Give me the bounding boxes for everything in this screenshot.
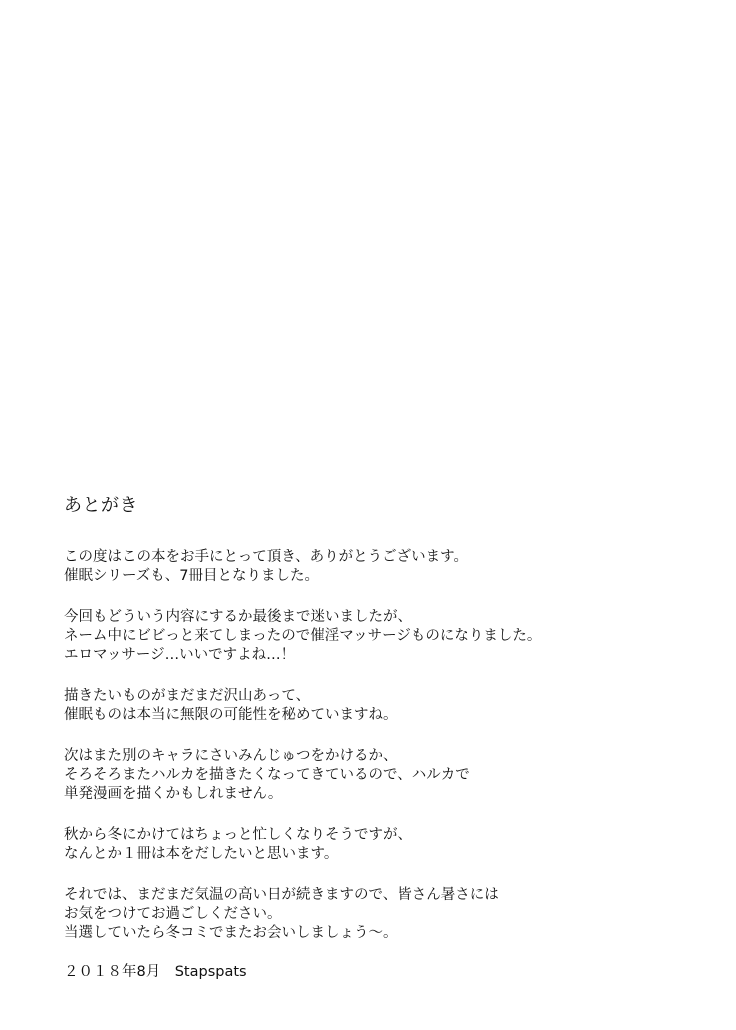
text-line: この度はこの本をお手にとって頂き、ありがとうございます。 <box>64 549 468 565</box>
paragraph-next <box>64 747 704 804</box>
text-line: 当選していたら冬コミでまたお会いしましょう～。 <box>64 925 398 941</box>
text-line: エロマッサージ…いいですよね…！ <box>64 647 296 663</box>
text-line: ネーム中にビビっと来てしまったので催淫マッサージものになりました。 <box>64 628 542 644</box>
afterword-heading: あとがき <box>64 495 138 516</box>
text-line: 単発漫画を描くかもしれません。 <box>64 786 283 802</box>
paragraph-closing <box>64 886 704 943</box>
paragraph-schedule <box>64 826 704 864</box>
signature: ２０１８年8月 Stapspats <box>64 964 247 980</box>
text-line: 催眠ものは本当に無限の可能性を秘めていますね。 <box>64 707 398 723</box>
text-line: それでは、まだまだ気温の高い日が続きますので、皆さん暑さには <box>64 887 499 903</box>
text-line: 催眠シリーズも、7冊目となりました。 <box>64 568 319 584</box>
text-line: 今回もどういう内容にするか最後まで迷いましたが、 <box>64 609 412 625</box>
paragraph-thanks <box>64 548 704 586</box>
afterword-section <box>64 494 704 982</box>
text-line: 秋から冬にかけてはちょっと忙しくなりそうですが、 <box>64 827 412 843</box>
text-line: そろそろまたハルカを描きたくなってきているので、ハルカで <box>64 767 470 783</box>
paragraph-ideas <box>64 687 704 725</box>
text-line: なんとか１冊は本をだしたいと思います。 <box>64 846 339 862</box>
paragraph-theme <box>64 608 704 665</box>
text-line: お気をつけてお過ごしください。 <box>64 906 282 922</box>
text-line: 次はまた別のキャラにさいみんじゅつをかけるか、 <box>64 748 398 764</box>
text-line: 描きたいものがまだまだ沢山あって、 <box>64 688 311 704</box>
